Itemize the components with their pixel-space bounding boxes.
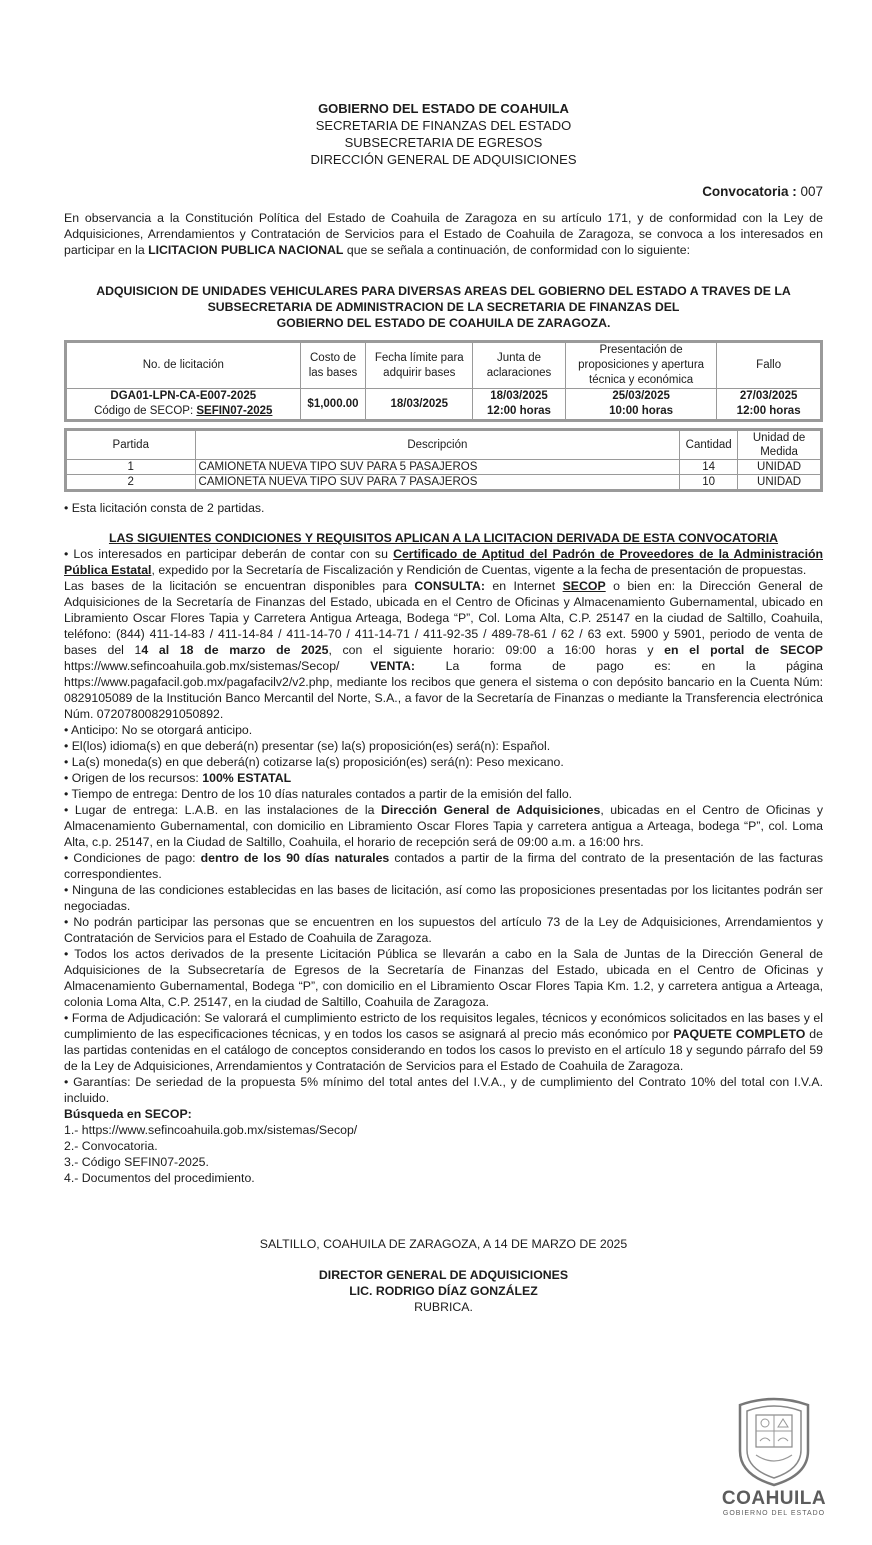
intro-text-end: que se señala a continuación, de conformidad con lo siguiente: <box>343 243 691 257</box>
condition-pago <box>64 850 823 882</box>
busqueda-step: 4.- Documentos del procedimiento. <box>64 1171 255 1185</box>
signer-name: LIC. RODRIGO DÍAZ GONZÁLEZ <box>349 1284 538 1298</box>
header-junta: Junta de aclaraciones <box>473 342 566 389</box>
cell-presentacion <box>565 389 716 421</box>
cell-unidad: UNIDAD <box>738 460 822 475</box>
venta-bold: VENTA: <box>370 659 415 673</box>
text: , con el siguiente horario: 09:00 a 16:00 horas y <box>328 643 665 657</box>
secop-bold: SECOP <box>562 579 606 593</box>
lugar-bold: Dirección General de Adquisiciones <box>380 803 601 817</box>
intro-paragraph <box>64 210 823 258</box>
cell-descripcion: CAMIONETA NUEVA TIPO SUV PARA 7 PASAJEROS <box>195 475 680 491</box>
condition-origen <box>64 770 823 786</box>
header-descripcion: Descripción <box>195 430 680 460</box>
text: https://www.sefincoahuila.gob.mx/sistemas/Secop/ <box>64 659 371 673</box>
presentacion-time: 10:00 horas <box>609 405 674 417</box>
busqueda-step: 3.- Código SEFIN07-2025. <box>64 1155 209 1169</box>
paquete-bold: PAQUETE COMPLETO <box>673 1027 806 1041</box>
cell-descripcion: CAMIONETA NUEVA TIPO SUV PARA 5 PASAJEROS <box>195 460 680 475</box>
conditions-body <box>64 546 823 1186</box>
busqueda-step: 2.- Convocatoria. <box>64 1139 158 1153</box>
document-header <box>64 100 823 168</box>
header-subsecretaria: SUBSECRETARIA DE EGRESOS <box>344 135 543 150</box>
title-line: SUBSECRETARIA DE ADMINISTRACION DE LA SECRETARIA DE FINANZAS DEL <box>207 300 680 314</box>
place-date: SALTILLO, COAHUILA DE ZARAGOZA, A 14 DE MARZO DE 2025 <box>259 1237 628 1251</box>
fallo-time: 12:00 horas <box>736 405 801 417</box>
condition-tiempo: • Tiempo de entrega: Dentro de los 10 días naturales contados a partir de la emisión del fallo. <box>64 787 573 801</box>
text: o bien en: la Dirección General de Adquisiciones de la Secretaría de Finanzas del Estado, ubicada en el Centro de Oficinas y Almacenamiento Gubernamental, ubicado en Libramiento Oscar Flores Tapia y Carretera Antigua Arteaga, Bodega “P”, Col. Loma Alta, C.P. 25147 en la ciudad de Saltillo, Coahuila, teléfono: (844) 411-14-83 / 411-14-84 / 411-14-70 / 411-14-71 / 411-92-35 / 489-78-61 / 62 / 63 ext. 5900 y 5901, periodo de venta de bases del 1 <box>64 579 823 657</box>
logo-name: COAHUILA <box>721 1488 827 1509</box>
condition-idioma: • El(los) idioma(s) en que deberá(n) presentar (se) la(s) proposición(es) será(n): Español. <box>64 739 551 753</box>
header-no-licitacion: No. de licitación <box>66 342 301 389</box>
signer-position: DIRECTOR GENERAL DE ADQUISICIONES <box>318 1268 569 1282</box>
condition-forma <box>64 1010 823 1074</box>
cell-cantidad: 14 <box>680 460 738 475</box>
title-line: GOBIERNO DEL ESTADO DE COAHUILA DE ZARAGOZA. <box>276 316 611 330</box>
header-cantidad: Cantidad <box>680 430 738 460</box>
licitacion-number: DGA01-LPN-CA-E007-2025 <box>110 390 257 402</box>
text: , ubicadas en el Centro de Oficinas y Almacenamiento Gubernamental, con domicilio en Libramiento Oscar Flores Tapia y carretera antigua a Arteaga, bodega “P”, col. Loma Alta, c.p. 25147, en la Ciudad de Saltillo, Coahuila, el horario de recepción será de 09:00 a.m. a 16:00 hrs. <box>64 803 823 849</box>
convocatoria-number <box>64 183 823 201</box>
text: , expedido por la Secretaría de Fiscalización y Rendición de Cuentas, vigente a la fecha de presentación de propuestas. <box>151 563 807 577</box>
header-secretaria: SECRETARIA DE FINANZAS DEL ESTADO <box>315 118 572 133</box>
condition-anticipo: • Anticipo: No se otorgará anticipo. <box>64 723 253 737</box>
header-fallo: Fallo <box>717 342 822 389</box>
table-row <box>66 389 822 421</box>
intro-text: En observancia a la Constitución Política del Estado de Coahuila de Zaragoza en su artículo 171, y de conformidad con la Ley de Adquisiciones, Arrendamientos y Contratación de Servicios para el Estado de Coahuila de Zaragoza, se convoca a los interesados en participar en la <box>64 211 823 257</box>
presentacion-date: 25/03/2025 <box>612 390 670 402</box>
cell-cantidad: 10 <box>680 475 738 491</box>
document-page <box>64 100 823 1315</box>
condition-no-podran: • No podrán participar las personas que se encuentren en los supuestos del artículo 73 de la Ley de Adquisiciones, Arrendamientos y Contratación de Servicios para el Estado de Coahuila de Zaragoza. <box>64 915 823 945</box>
condition-actos: • Todos los actos derivados de la presente Licitación Pública se llevarán a cabo en la Sala de Juntas de la Dirección General de Adquisiciones de la Subsecretaría de Egresos de la Secretaría de Finanzas del Estado, ubicada en el Centro de Oficinas y Almacenamiento Gubernamental, Bodega “P”, con domicilio en el Libramiento Oscar Flores Tapia Km. 1.2, y carretera antigua a Arteaga, colonia Loma Alta, C.P. 25147, en la ciudad de Saltillo, Coahuila de Zaragoza. <box>64 947 823 1009</box>
secop-label: Código de SECOP: <box>94 405 197 417</box>
condition-bases <box>64 578 823 722</box>
procurement-title <box>64 283 823 331</box>
junta-time: 12:00 horas <box>487 405 551 417</box>
condition-ninguna: • Ninguna de las condiciones establecidas en las bases de licitación, así como las proposiciones presentadas por los licitantes podrán ser negociadas. <box>64 883 823 913</box>
text: • Condiciones de pago: <box>64 851 201 865</box>
header-presentacion: Presentación de proposiciones y apertura técnica y económica <box>565 342 716 389</box>
table-row <box>66 460 822 475</box>
text: contados a partir de la firma del contrato de la presentación de las facturas correspondientes. <box>64 851 823 881</box>
consulta-bold: CONSULTA: <box>414 579 485 593</box>
text: La forma de pago es: en la página https://www.pagafacil.gob.mx/pagafacilv2/v2.php, mediante los recibos que genera el sistema o con depósito bancario en la Cuenta Núm: 0829105089 de la Institución Banco Mercantil del Norte, S.A., a favor de la Secretaría de Finanzas o mediante la Transferencia electrónica Núm. 072078008291050892. <box>64 659 823 721</box>
header-direccion: DIRECCIÓN GENERAL DE ADQUISICIONES <box>310 152 577 167</box>
items-table <box>64 428 823 492</box>
text: • Forma de Adjudicación: Se valorará el cumplimiento estricto de los requisitos legales, técnicos y económicos solicitados en las bases y el cumplimiento de las especificaciones técnicas, y en todos los casos se asignará al precio más económico por <box>64 1011 823 1041</box>
rubrica: RUBRICA. <box>414 1300 473 1314</box>
header-unidad: Unidad de Medida <box>738 430 822 460</box>
table-header-row <box>66 430 822 460</box>
table-header-row <box>66 342 822 389</box>
convocatoria-value: 007 <box>800 184 823 199</box>
pago-bold: dentro de los 90 días naturales <box>200 851 390 865</box>
condition-certificado <box>64 546 823 578</box>
origen-bold: 100% ESTATAL <box>202 771 292 785</box>
cell-unidad: UNIDAD <box>738 475 822 491</box>
header-government: GOBIERNO DEL ESTADO DE COAHUILA <box>318 101 569 116</box>
text: en Internet <box>485 579 563 593</box>
coahuila-logo <box>720 1395 828 1525</box>
signature-block <box>64 1236 823 1315</box>
condition-lugar <box>64 802 823 850</box>
condition-moneda: • La(s) moneda(s) en que deberá(n) cotizarse la(s) proposición(es) será(n): Peso mexicano. <box>64 755 564 769</box>
header-costo: Costo de las bases <box>300 342 366 389</box>
cell-junta <box>473 389 566 421</box>
text: de las partidas contenidas en el catálogo de conceptos considerando en todos los casos lo previsto en el artículo 18 y segundo párrafo del 59 de la Ley de Adquisiciones, Arrendamientos y Contratación de Servicios para el Estado de Coahuila de Zaragoza. <box>64 1027 823 1073</box>
title-line: ADQUISICION DE UNIDADES VEHICULARES PARA DIVERSAS AREAS DEL GOBIERNO DEL ESTADO A TRAVES DE LA <box>96 284 791 298</box>
conditions-title: LAS SIGUIENTES CONDICIONES Y REQUISITOS APLICAN A LA LICITACION DERIVADA DE ESTA CONVOCATORIA <box>108 531 779 545</box>
header-partida: Partida <box>66 430 196 460</box>
tender-dates-table <box>64 340 823 422</box>
busqueda-step: 1.- https://www.sefincoahuila.gob.mx/sistemas/Secop/ <box>64 1123 358 1137</box>
busqueda-title: Búsqueda en SECOP: <box>64 1107 192 1121</box>
cell-fecha-limite: 18/03/2025 <box>366 389 473 421</box>
fallo-date: 27/03/2025 <box>739 390 798 402</box>
coat-of-arms-icon <box>732 1395 816 1487</box>
text: • Origen de los recursos: <box>64 771 203 785</box>
condition-garantias: • Garantías: De seriedad de la propuesta 5% mínimo del total antes del I.V.A., y de cumplimiento del Contrato 10% del total con I.V.A. incluido. <box>64 1075 823 1105</box>
secop-code-line <box>69 404 298 419</box>
secop-code: SEFIN07-2025 <box>196 405 273 417</box>
cell-costo: $1,000.00 <box>300 389 366 421</box>
logo-subtitle: GOBIERNO DEL ESTADO <box>722 1510 826 1517</box>
cell-partida: 1 <box>66 460 196 475</box>
convocatoria-label: Convocatoria : <box>702 184 797 199</box>
portal-bold: en el portal de SECOP <box>664 643 823 657</box>
header-fecha-limite: Fecha límite para adquirir bases <box>366 342 473 389</box>
table-row <box>66 475 822 491</box>
partidas-note: • Esta licitación consta de 2 partidas. <box>64 501 265 515</box>
cell-fallo <box>717 389 822 421</box>
cell-no-licitacion <box>66 389 301 421</box>
intro-bold: LICITACION PUBLICA NACIONAL <box>148 243 344 257</box>
text: • Lugar de entrega: L.A.B. en las instalaciones de la <box>64 803 381 817</box>
text: • Los interesados en participar deberán de contar con su <box>64 547 394 561</box>
cell-partida: 2 <box>66 475 196 491</box>
certificado-bold: Certificado de Aptitud del Padrón de Proveedores de la Administración Pública Estatal <box>64 547 824 577</box>
period-bold: 4 al 18 de marzo de 2025 <box>141 643 329 657</box>
text: Las bases de la licitación se encuentran disponibles para <box>64 579 415 593</box>
junta-date: 18/03/2025 <box>490 390 548 402</box>
